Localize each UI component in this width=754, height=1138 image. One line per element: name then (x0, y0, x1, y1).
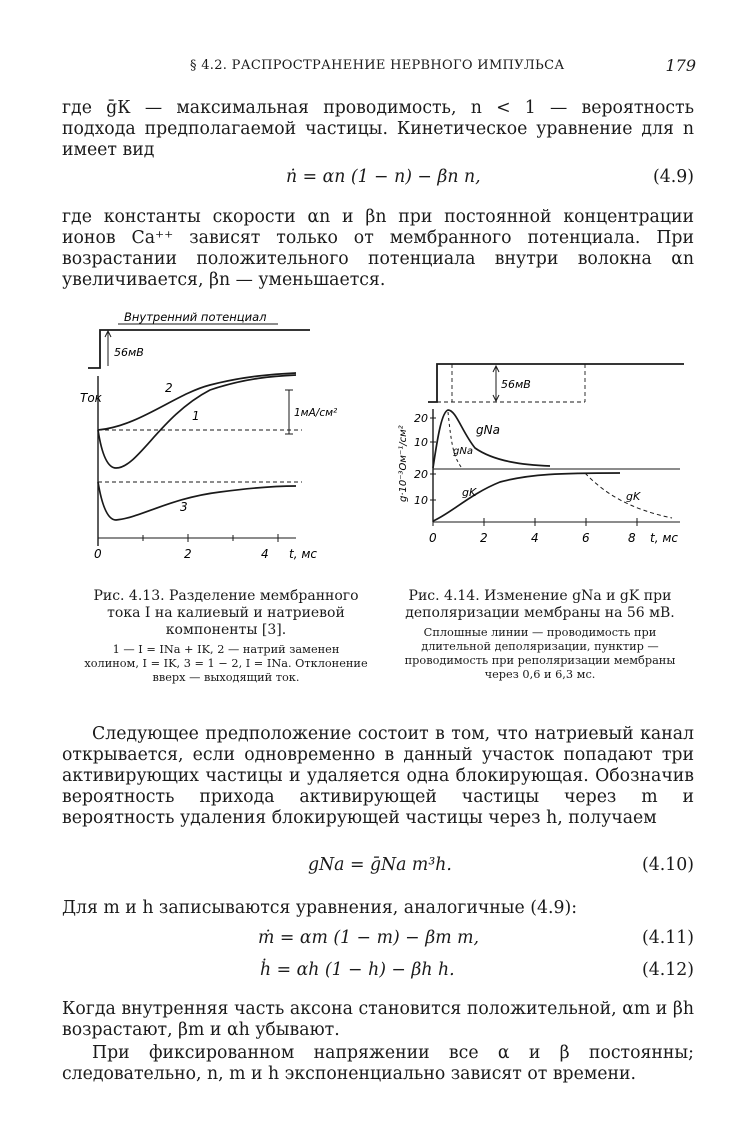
fig414-x-tick-label-0: 0 (429, 531, 437, 545)
paragraph-1-text: где ḡК — максимальная проводимость, n < 1 — вероятность подхода предполагаемой частицы. Кинетическое уравнение для n имеет вид (62, 98, 694, 160)
paragraph-3-text: Следующее предположение состоит в том, что натриевый канал открывается, если одновременно в данный участок попадают три активирующих частицы и удаляется одна блокирующая. Обозначив вероятность прихода активирующей частицы через m и вероятность удаления блокирующей частицы через h, получаем (62, 724, 694, 828)
paragraph-4-text: Для m и h записываются уравнения, аналогичные (4.9): (62, 898, 578, 918)
fig413-top-label: Внутренний потенциал (124, 310, 267, 324)
page-number: 179 (665, 56, 696, 75)
paragraph-2 (62, 207, 694, 291)
equation-4-11 (62, 928, 694, 952)
figure-4-13-caption (84, 588, 368, 685)
equation-4-10-number: (4.10) (642, 855, 694, 875)
fig414-curve-gna-solid (433, 410, 550, 468)
paragraph-1 (62, 98, 694, 161)
fig414-curve-label-gna-dashed: gNa (453, 446, 473, 457)
figure-4-13 (80, 306, 340, 576)
fig414-na-tick-label-20: 20 (414, 412, 428, 425)
fig413-x-unit: t, мс (289, 547, 317, 561)
fig413-curve-label-3: 3 (180, 500, 188, 514)
figure-4-13-caption-note: 1 — I = INa + IK, 2 — натрий заменен холином, I = IK, 3 = 1 − 2, I = INa. Отклонение вверх — выходящий ток. (84, 643, 368, 684)
equation-4-11-number: (4.11) (642, 928, 694, 948)
figure-4-14 (390, 354, 700, 554)
fig414-x-unit: t, мс (650, 531, 678, 545)
fig413-scale-label: 1мА/см² (294, 407, 338, 419)
equation-4-12 (62, 960, 694, 984)
equation-4-11-body: ṁ = αm (1 − m) − βm m, (258, 928, 479, 948)
fig414-x-tick-label-4: 4 (531, 531, 539, 545)
equation-4-12-number: (4.12) (642, 960, 694, 980)
figure-4-14-caption-note: Сплошные линии — проводимость при длительной деполяризации, пунктир — проводимость при реполяризации мембраны через 0,6 и 6,3 мс. (404, 626, 676, 681)
equation-4-9-number: (4.9) (653, 167, 694, 187)
fig413-x-tick-2: 2 (184, 547, 192, 561)
figure-4-14-caption-title: Рис. 4.14. Изменение gNa и gK при деполяризации мембраны на 56 мВ. (405, 588, 675, 621)
fig414-curve-label-gk: gK (462, 486, 477, 499)
fig414-curve-label-gna: gNa (476, 423, 500, 437)
running-head: § 4.2. РАСПРОСТРАНЕНИЕ НЕРВНОГО ИМПУЛЬСА (190, 58, 565, 73)
equation-4-10 (62, 855, 694, 879)
fig414-x-tick-label-8: 8 (628, 531, 636, 545)
equation-4-9-body: ṅ = αn (1 − n) − βn n, (286, 167, 481, 187)
fig414-x-tick-label-2: 2 (480, 531, 488, 545)
fig414-curve-label-gk-dashed: gK (626, 490, 641, 503)
fig414-voltage-step (428, 364, 684, 402)
fig414-step-label: 56мВ (501, 378, 531, 391)
fig414-k-tick-label-20: 20 (414, 468, 428, 481)
fig413-curve-label-1: 1 (192, 409, 200, 423)
fig414-k-tick-label-10: 10 (414, 494, 428, 507)
fig413-curve-3 (98, 482, 296, 520)
fig413-curve-label-2: 2 (165, 381, 173, 395)
equation-4-12-body: ḣ = αh (1 − h) − βh h. (260, 960, 455, 980)
fig414-x-tick-label-6: 6 (582, 531, 590, 545)
page-header (60, 56, 700, 84)
equation-4-9 (62, 167, 694, 191)
fig414-curve-gna-dashed (448, 412, 462, 468)
paragraph-6 (62, 1043, 694, 1085)
figure-4-14-graph (390, 354, 700, 554)
fig413-current-label: Ток (80, 391, 102, 405)
paragraph-3 (62, 724, 694, 829)
paragraph-5-text: Когда внутренняя часть аксона становится положительной, αm и βh возрастают, βm и αh убывают. (62, 999, 694, 1040)
fig413-x-tick-4: 4 (261, 547, 269, 561)
fig413-step-label: 56мВ (114, 346, 144, 359)
paragraph-5 (62, 999, 694, 1041)
fig414-na-tick-label-10: 10 (414, 436, 428, 449)
figure-4-13-caption-title: Рис. 4.13. Разделение мембранного тока I на калиевый и натриевой компоненты [3]. (93, 588, 359, 638)
paragraph-6-text: При фиксированном напряжении все α и β постоянны; следовательно, n, m и h экспоненциально зависят от времени. (62, 1043, 694, 1084)
figure-4-13-graph (80, 306, 340, 576)
fig414-y-axis-label: g·10⁻³Ом⁻¹/см² (398, 425, 409, 502)
fig413-x-tick-0: 0 (94, 547, 102, 561)
paragraph-2-text: где константы скорости αn и βn при постоянной концентрации ионов Ca⁺⁺ зависят только от мембранного потенциала. При возрастании положительного потенциала внутри волокна αn увеличивается, βn — уменьшается. (62, 207, 694, 290)
equation-4-10-body: gNa = ḡNa m³h. (308, 855, 452, 875)
figure-4-14-caption (394, 588, 686, 682)
paragraph-4 (62, 898, 694, 919)
